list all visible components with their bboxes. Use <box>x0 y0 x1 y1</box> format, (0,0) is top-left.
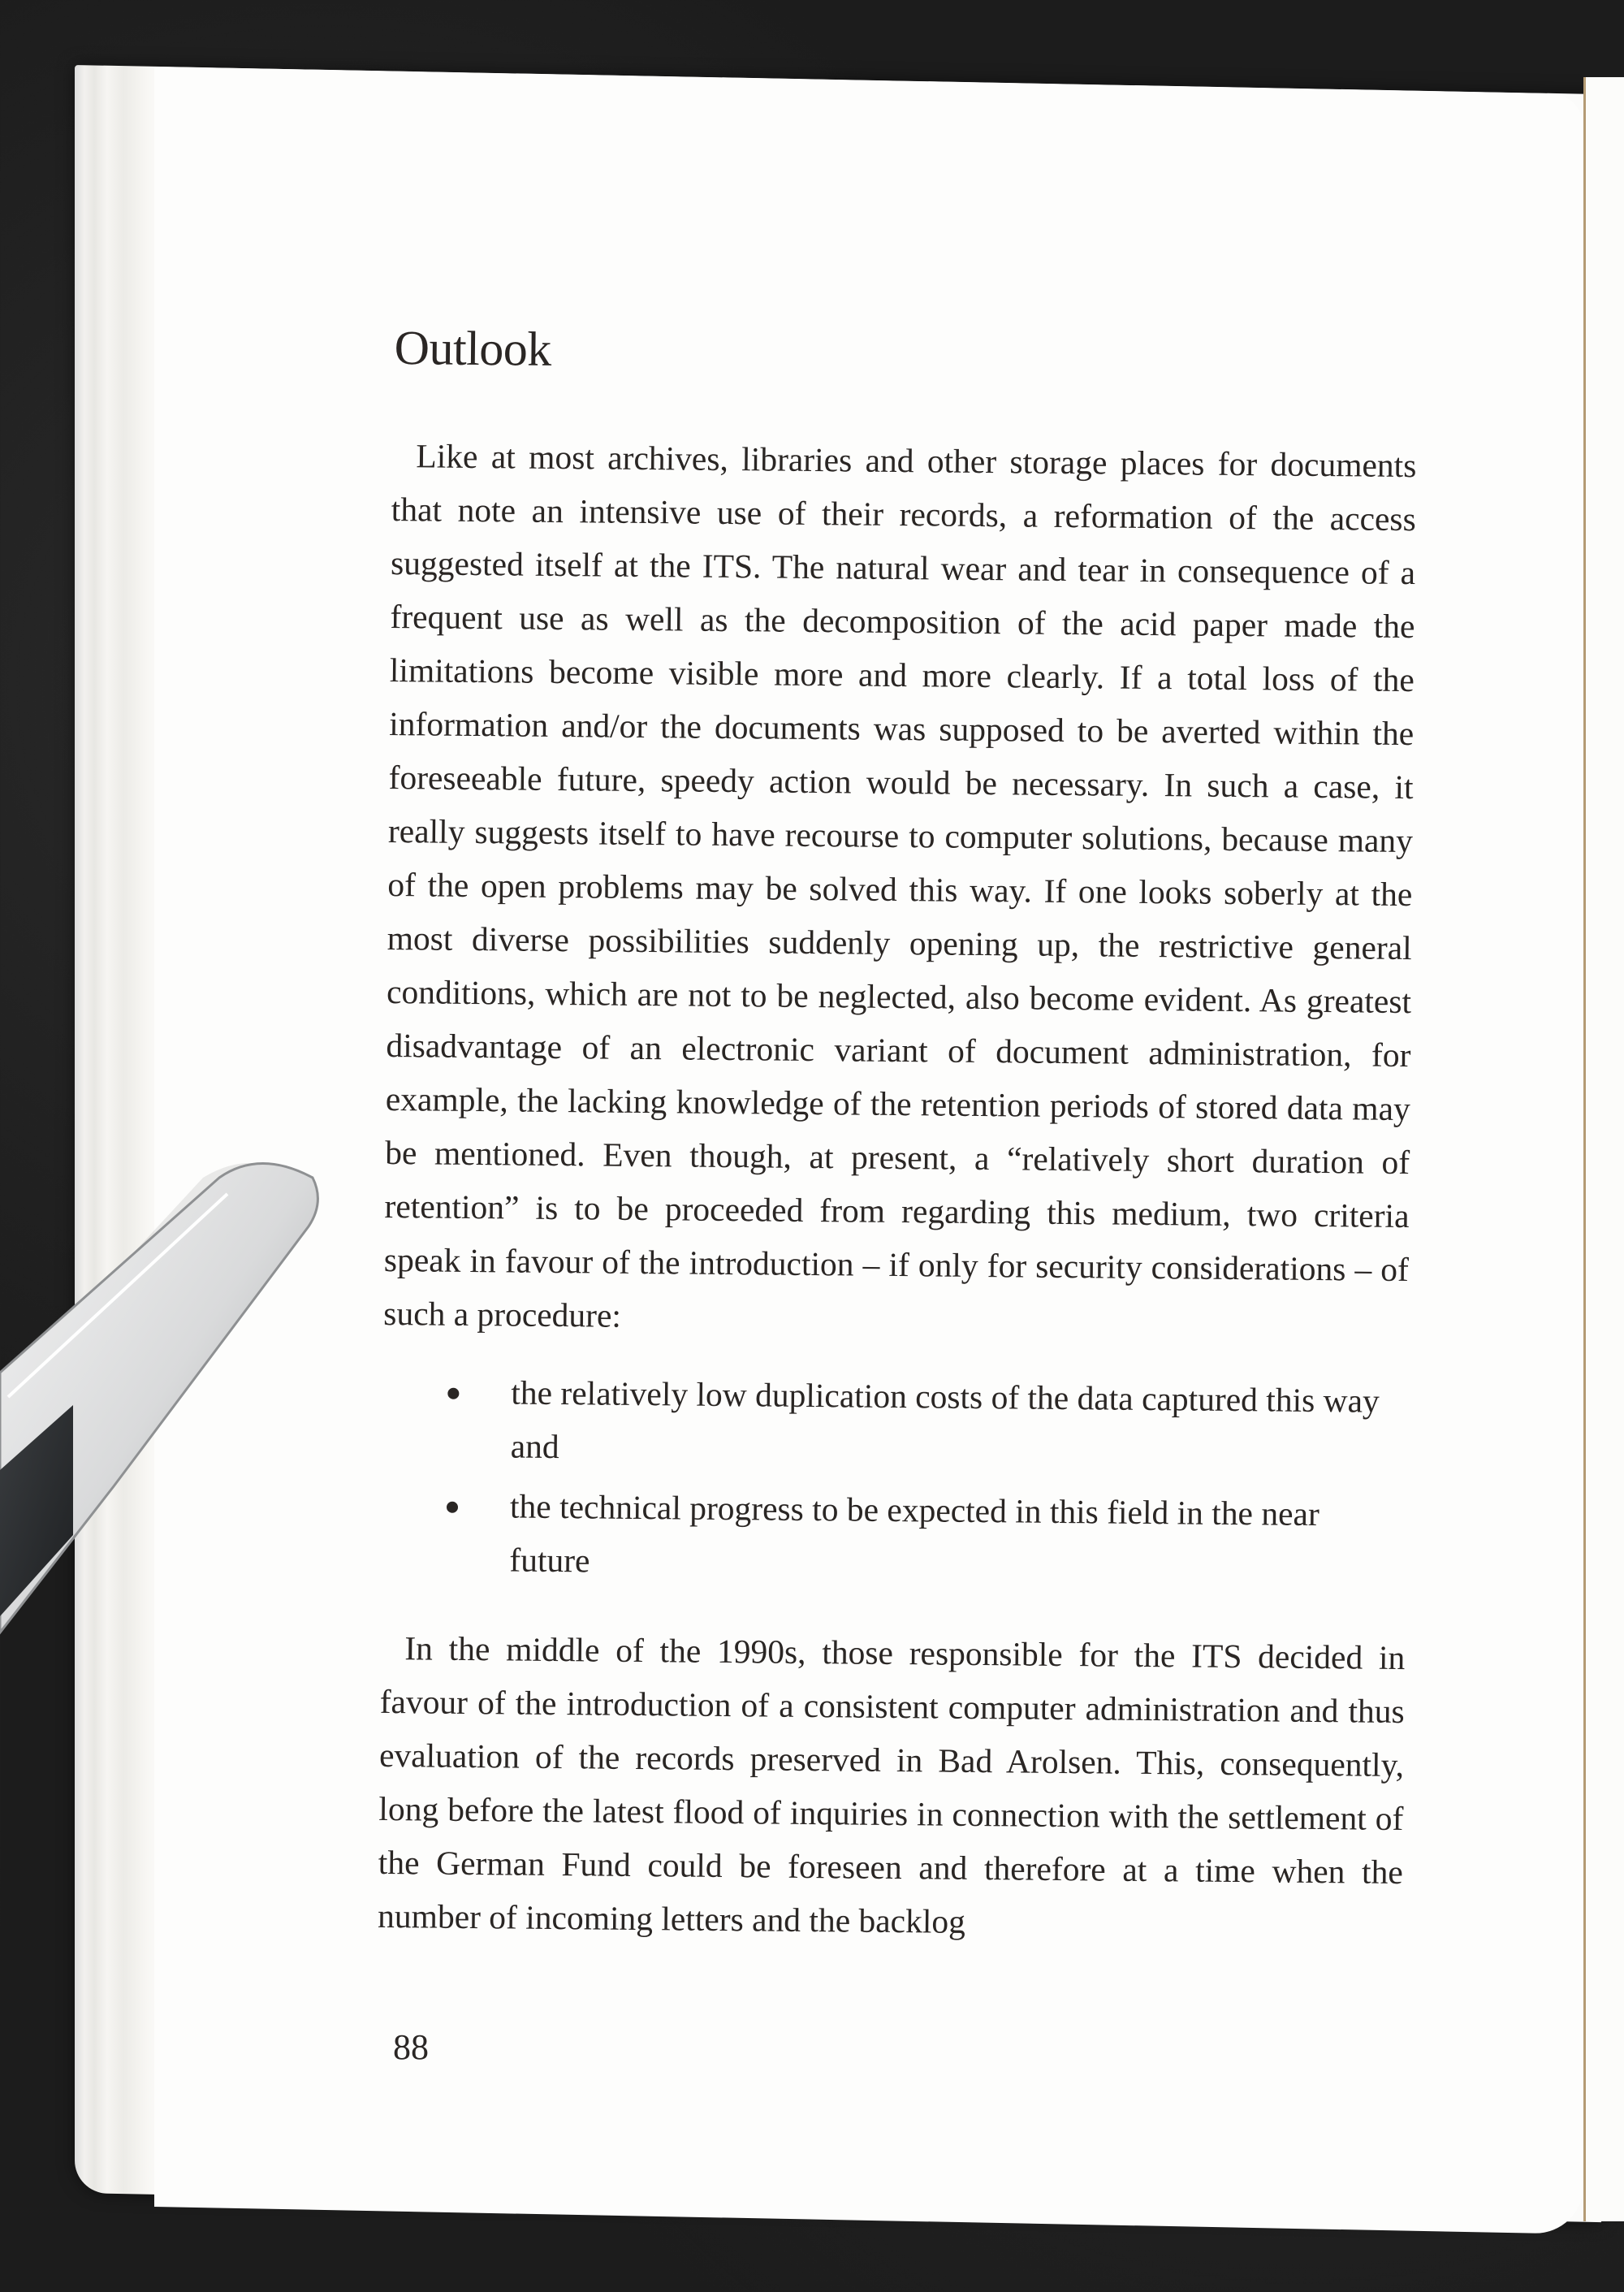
bullet-item <box>382 1364 1407 1481</box>
paragraph-1: Like at most archives, libraries and other storage places for documents that note an intensive use of their records, a reformation of the access suggested itself at the ITS. The natural wear and tear in consequence of a frequent use as well as the decomposition of the acid paper made the limitations become visible more and more clearly. If a total loss of the information and/or the documents was supposed to be averted within the foreseeable future, speedy action would be necessary. In such a case, it really suggests itself to have recourse to computer solutions, because many of the open problems may be solved this way. If one looks soberly at the most diverse possibilities suddenly opening up, the restrictive general conditions, which are not to be neglected, also become evident. As greatest disadvantage of an electronic variant of document administration, for example, the lacking knowledge of the retention periods of stored data may be mentioned. Even though, at present, a “relatively short duration of retention” is to be proceeded from regarding this medium, two criteria speak in favour of the introduction – if only for security considerations – of such a procedure: <box>383 437 1417 1334</box>
bullet-item <box>381 1478 1406 1595</box>
bullet-text: the relatively low duplication costs of the data captured this way and <box>510 1373 1380 1466</box>
page-number: 88 <box>393 2027 429 2067</box>
bullet-dot-icon <box>447 1388 459 1399</box>
bullet-list <box>381 1364 1408 1595</box>
section-heading: Outlook <box>394 321 552 376</box>
page-text <box>378 323 1418 1953</box>
letter-opener-icon <box>0 1129 341 1697</box>
paragraph-2: In the middle of the 1990s, those responsible for the ITS decided in favour of the introduction of a consistent computer administration and thus evaluation of the records preserved in Bad Arolsen. This, consequently, long before the latest flood of inquiries in connection with the settlement of the German Fund could be foreseen and therefore at a time when the number of incoming letters and the backlog <box>377 1629 1406 1940</box>
facing-page-edge <box>1583 77 1624 2221</box>
bullet-dot-icon <box>447 1502 458 1513</box>
bullet-text: the technical progress to be expected in this field in the near future <box>509 1487 1320 1580</box>
